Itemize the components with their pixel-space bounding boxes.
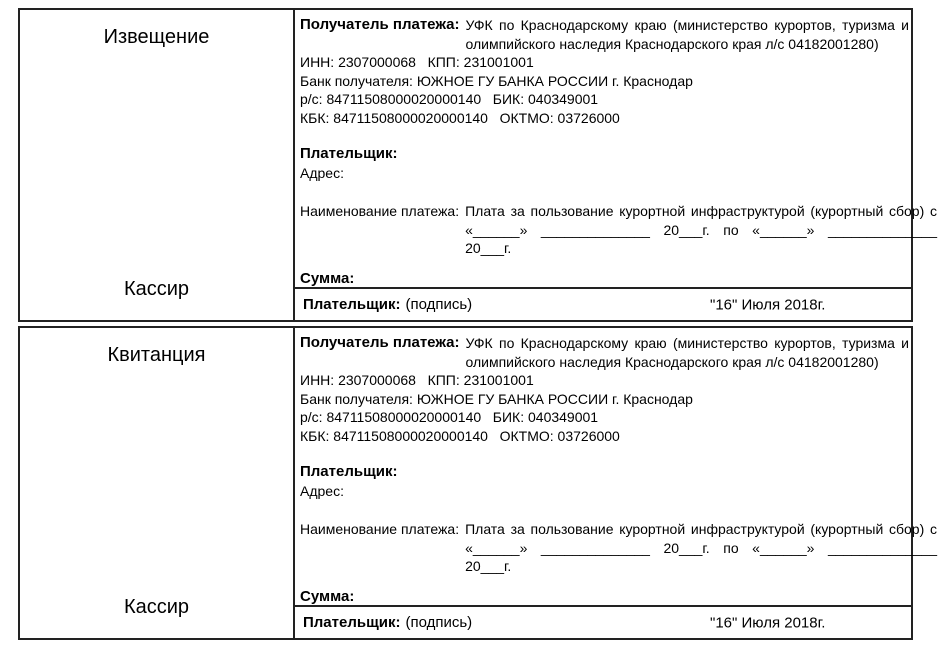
- payment-receipt-document: [18, 8, 937, 644]
- slip-title: Извещение: [103, 26, 210, 48]
- signature-row: [295, 605, 911, 638]
- sum-label: Сумма:: [300, 587, 355, 605]
- signature-payer-label: Плательщик:: [303, 296, 401, 313]
- bank-line: Банк получателя: ЮЖНОЕ ГУ БАНКА РОССИИ г. Краснодар: [300, 390, 693, 407]
- slip-content: [295, 10, 937, 287]
- payment-name-value: Плата за пользование курортной инфраструктурой (курортный сбор) с «______» ______________ 20___г. по «______» ______________ 20___г.: [465, 521, 937, 574]
- payee-value: УФК по Краснодарскому краю (министерство курортов, туризма и олимпийского наследия Краснодарского края л/с 04182001280): [465, 17, 909, 52]
- slip-left-column: [20, 328, 295, 638]
- payment-name-label: Наименование платежа:: [300, 203, 460, 219]
- account-bik-line: р/с: 84711508000020000140 БИК: 040349001: [300, 91, 599, 107]
- payer-label: Плательщик:: [300, 463, 398, 480]
- signature-note: (подпись): [405, 296, 473, 313]
- slip-content: [295, 328, 937, 605]
- payee-label: Получатель платежа:: [300, 16, 460, 33]
- payee-row: [300, 16, 909, 53]
- payment-name-row: [300, 520, 937, 576]
- payee-value: УФК по Краснодарскому краю (министерство курортов, туризма и олимпийского наследия Краснодарского края л/с 04182001280): [465, 335, 909, 370]
- bank-line: Банк получателя: ЮЖНОЕ ГУ БАНКА РОССИИ г. Краснодар: [300, 72, 693, 89]
- sum-label: Сумма:: [300, 269, 355, 287]
- payer-label: Плательщик:: [300, 145, 398, 162]
- address-label: Адрес:: [300, 482, 344, 499]
- signature-payer-label: Плательщик:: [303, 614, 401, 631]
- inn-kpp-line: ИНН: 2307000068 КПП: 231001001: [300, 372, 534, 388]
- slip-left-column: [20, 10, 295, 320]
- payment-name-row: [300, 202, 937, 258]
- inn-kpp-line: ИНН: 2307000068 КПП: 231001001: [300, 54, 534, 70]
- kbk-oktmo-line: КБК: 84711508000020000140 ОКТМО: 03726000: [300, 427, 620, 444]
- cashier-label: Кассир: [123, 596, 190, 618]
- payment-name-value: Плата за пользование курортной инфраструктурой (курортный сбор) с «______» ______________ 20___г. по «______» ______________ 20___г.: [465, 203, 937, 256]
- payment-name-label: Наименование платежа:: [300, 521, 460, 537]
- date-value: "16" Июля 2018г.: [710, 614, 826, 631]
- address-label: Адрес:: [300, 164, 344, 181]
- slip-izveshchenie: [18, 8, 937, 322]
- date-value: "16" Июля 2018г.: [710, 296, 826, 313]
- account-bik-line: р/с: 84711508000020000140 БИК: 040349001: [300, 409, 599, 425]
- slip-kvitantsiya: [18, 326, 937, 640]
- signature-note: (подпись): [405, 614, 473, 631]
- cashier-label: Кассир: [123, 278, 190, 300]
- kbk-oktmo-line: КБК: 84711508000020000140 ОКТМО: 03726000: [300, 109, 620, 126]
- slip-right-column: [295, 10, 937, 320]
- slip-right-column: [295, 328, 937, 638]
- payee-label: Получатель платежа:: [300, 334, 460, 351]
- slip-title: Квитанция: [107, 344, 206, 366]
- payee-row: [300, 334, 909, 371]
- signature-row: [295, 287, 911, 320]
